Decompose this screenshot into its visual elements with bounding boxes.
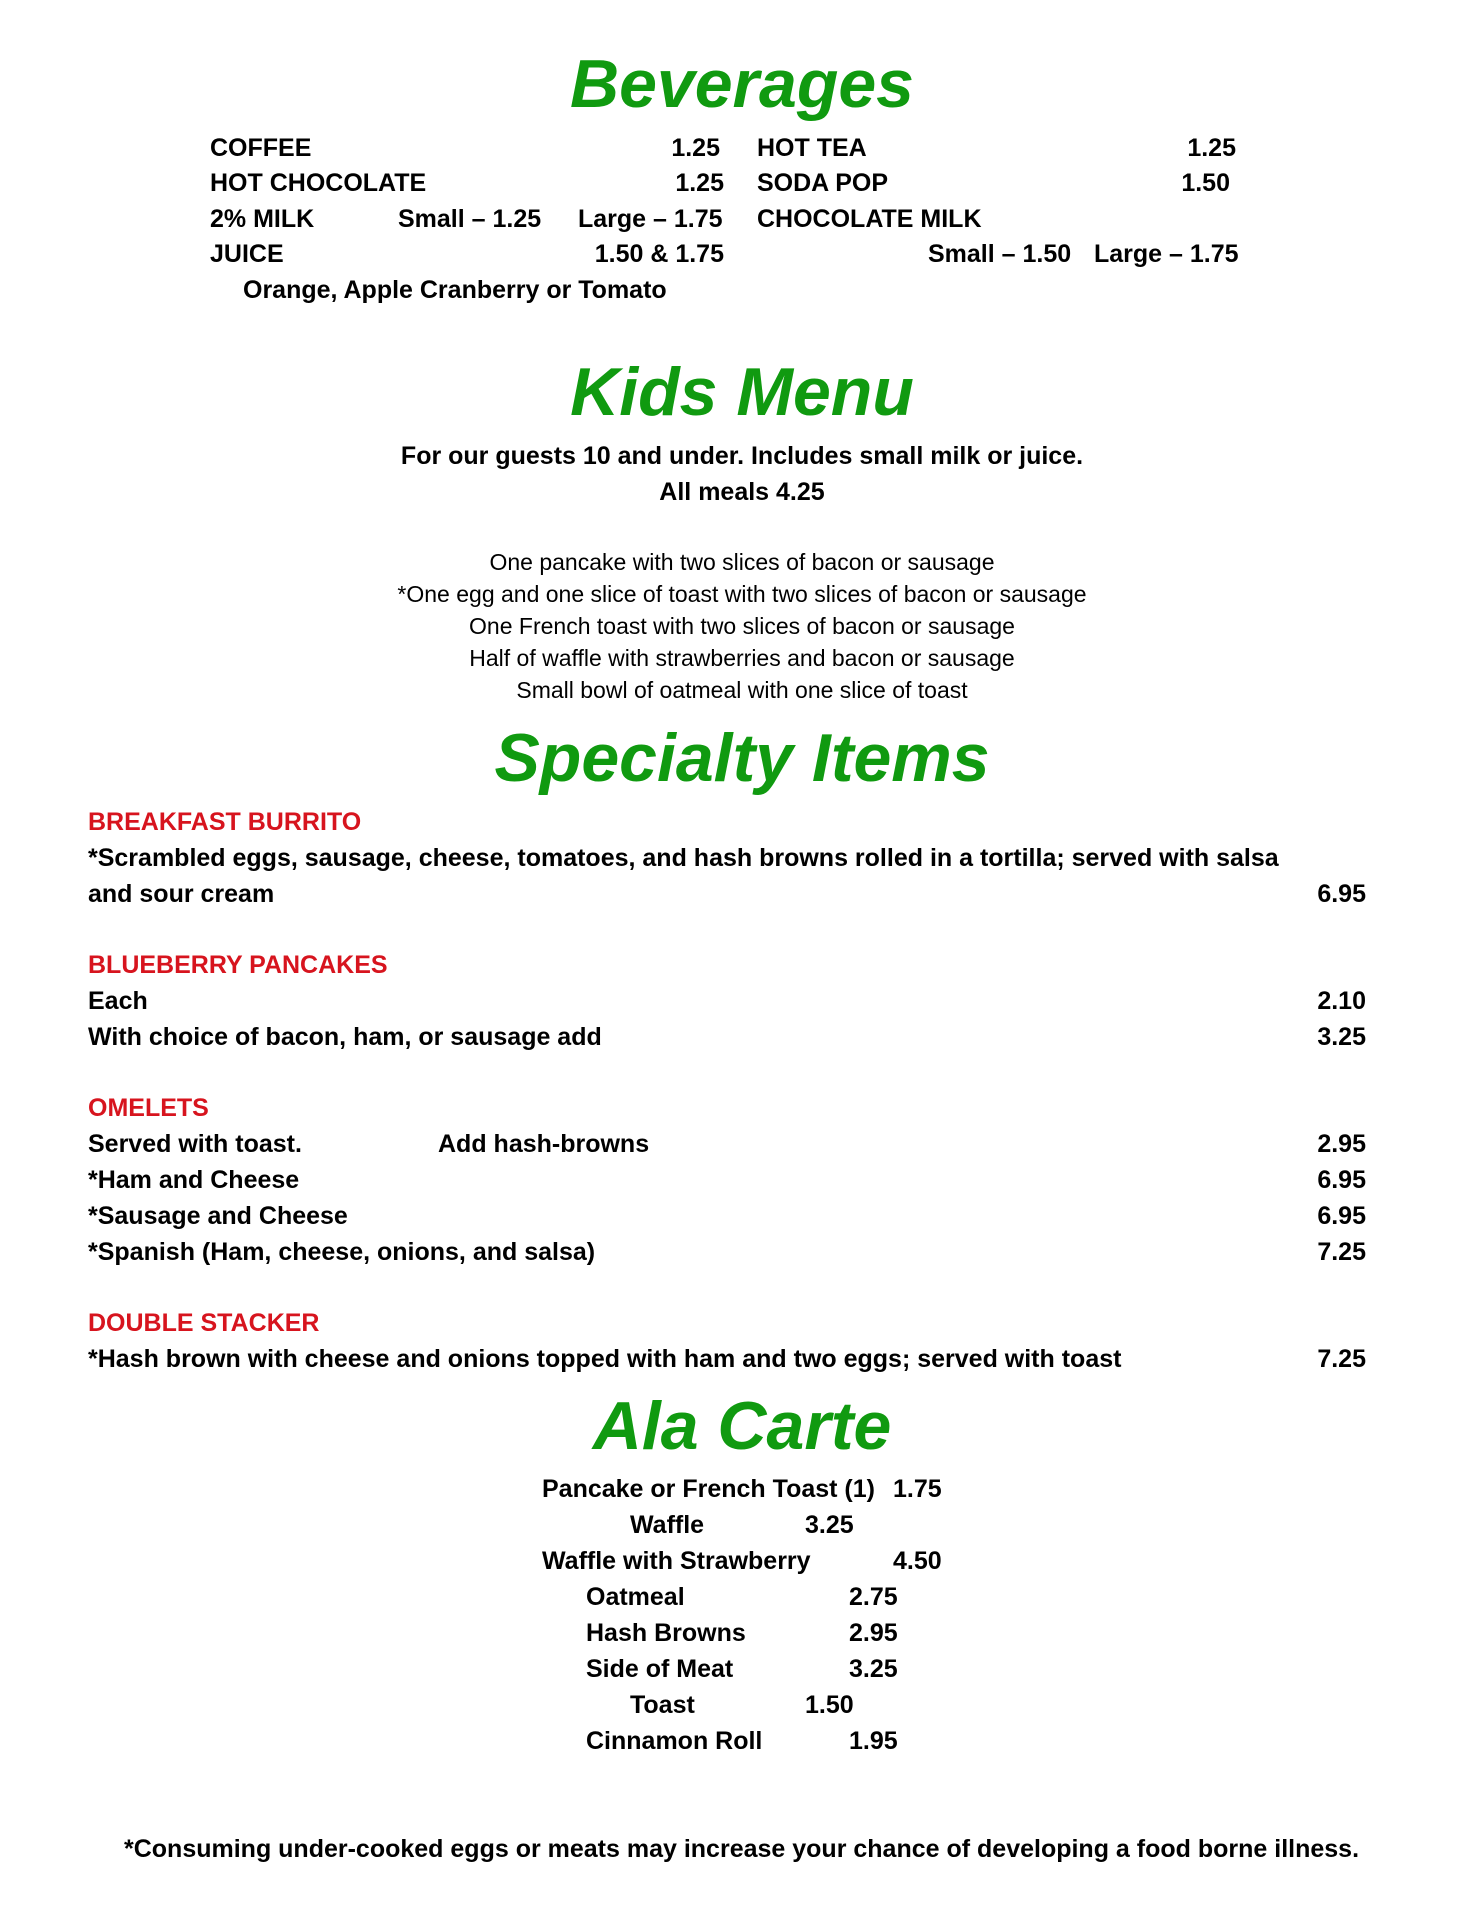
juice-price: 1.50 & 1.75 — [594, 240, 724, 268]
soda-pop-price: 1.50 — [1181, 169, 1230, 197]
juice-name: JUICE — [210, 240, 284, 268]
stacker-description: *Hash brown with cheese and onions topped with ham and two eggs; served with toast — [88, 1345, 1122, 1373]
ala-carte-price: 2.75 — [849, 1583, 898, 1611]
ala-carte-price: 3.25 — [805, 1511, 854, 1539]
chocolate-milk-name: CHOCOLATE MILK — [757, 205, 982, 233]
kids-item: One French toast with two slices of bacon or sausage — [469, 613, 1015, 639]
chocolate-milk-large: Large – 1.75 — [1094, 240, 1239, 268]
coffee-price: 1.25 — [671, 134, 720, 162]
kids-menu-price: All meals 4.25 — [659, 478, 825, 506]
blueberry-add-price: 3.25 — [1317, 1023, 1366, 1051]
hot-chocolate-name: HOT CHOCOLATE — [210, 169, 427, 197]
stacker-price: 7.25 — [1317, 1345, 1366, 1373]
ala-carte-price: 3.25 — [849, 1655, 898, 1683]
ala-carte-price: 4.50 — [893, 1547, 942, 1575]
kids-item: Half of waffle with strawberries and bacon or sausage — [469, 645, 1015, 671]
ala-carte-item: Pancake or French Toast (1) — [542, 1475, 875, 1503]
ala-carte-item: Waffle — [630, 1511, 705, 1539]
kids-item: Small bowl of oatmeal with one slice of toast — [516, 677, 968, 703]
blueberry-add: With choice of bacon, ham, or sausage add — [88, 1023, 602, 1051]
milk-large: Large – 1.75 — [578, 205, 723, 233]
chocolate-milk-small: Small – 1.50 — [928, 240, 1072, 268]
omelets-title: OMELETS — [88, 1094, 209, 1122]
burrito-price: 6.95 — [1317, 880, 1366, 908]
kids-menu-intro: For our guests 10 and under. Includes small milk or juice. — [400, 442, 1084, 470]
milk-small: Small – 1.25 — [398, 205, 542, 233]
beverages-heading: Beverages — [569, 46, 915, 122]
omelet-item: *Spanish (Ham, cheese, onions, and salsa) — [88, 1238, 596, 1266]
omelets-served: Served with toast. — [88, 1130, 302, 1158]
hot-chocolate-price: 1.25 — [675, 169, 724, 197]
kids-menu-heading: Kids Menu — [570, 354, 914, 430]
kids-item: *One egg and one slice of toast with two slices of bacon or sausage — [397, 581, 1087, 607]
burrito-description-cont: and sour cream — [88, 880, 275, 908]
ala-carte-item: Waffle with Strawberry — [542, 1547, 811, 1575]
ala-carte-item: Side of Meat — [586, 1655, 734, 1683]
omelet-price: 6.95 — [1317, 1202, 1366, 1230]
ala-carte-heading: Ala Carte — [592, 1388, 892, 1464]
omelets-hash-browns: Add hash-browns — [438, 1130, 650, 1158]
juice-flavors: Orange, Apple Cranberry or Tomato — [243, 276, 667, 304]
omelet-price: 7.25 — [1317, 1238, 1366, 1266]
burrito-title: BREAKFAST BURRITO — [88, 808, 362, 836]
stacker-title: DOUBLE STACKER — [88, 1309, 320, 1337]
burrito-description: *Scrambled eggs, sausage, cheese, tomatoes, and hash browns rolled in a tortilla; served with salsa — [88, 844, 1279, 872]
blueberry-each-price: 2.10 — [1317, 987, 1366, 1015]
omelet-item: *Ham and Cheese — [88, 1166, 300, 1194]
hot-tea-name: HOT TEA — [757, 134, 867, 162]
ala-carte-price: 2.95 — [849, 1619, 898, 1647]
ala-carte-item: Cinnamon Roll — [586, 1727, 763, 1755]
coffee-name: COFFEE — [210, 134, 312, 162]
ala-carte-price: 1.50 — [805, 1691, 854, 1719]
milk-name: 2% MILK — [210, 205, 315, 233]
ala-carte-item: Toast — [630, 1691, 695, 1719]
health-disclaimer: *Consuming under-cooked eggs or meats may increase your chance of developing a food borne illness. — [124, 1835, 1360, 1863]
kids-item: One pancake with two slices of bacon or sausage — [489, 549, 995, 575]
ala-carte-price: 1.75 — [893, 1475, 942, 1503]
omelet-price: 6.95 — [1317, 1166, 1366, 1194]
ala-carte-item: Oatmeal — [586, 1583, 685, 1611]
blueberry-title: BLUEBERRY PANCAKES — [88, 951, 388, 979]
specialty-heading: Specialty Items — [494, 720, 990, 796]
blueberry-each: Each — [88, 987, 148, 1015]
ala-carte-item: Hash Browns — [586, 1619, 746, 1647]
ala-carte-price: 1.95 — [849, 1727, 898, 1755]
omelets-hash-price: 2.95 — [1317, 1130, 1366, 1158]
soda-pop-name: SODA POP — [757, 169, 889, 197]
hot-tea-price: 1.25 — [1187, 134, 1236, 162]
omelet-item: *Sausage and Cheese — [88, 1202, 348, 1230]
